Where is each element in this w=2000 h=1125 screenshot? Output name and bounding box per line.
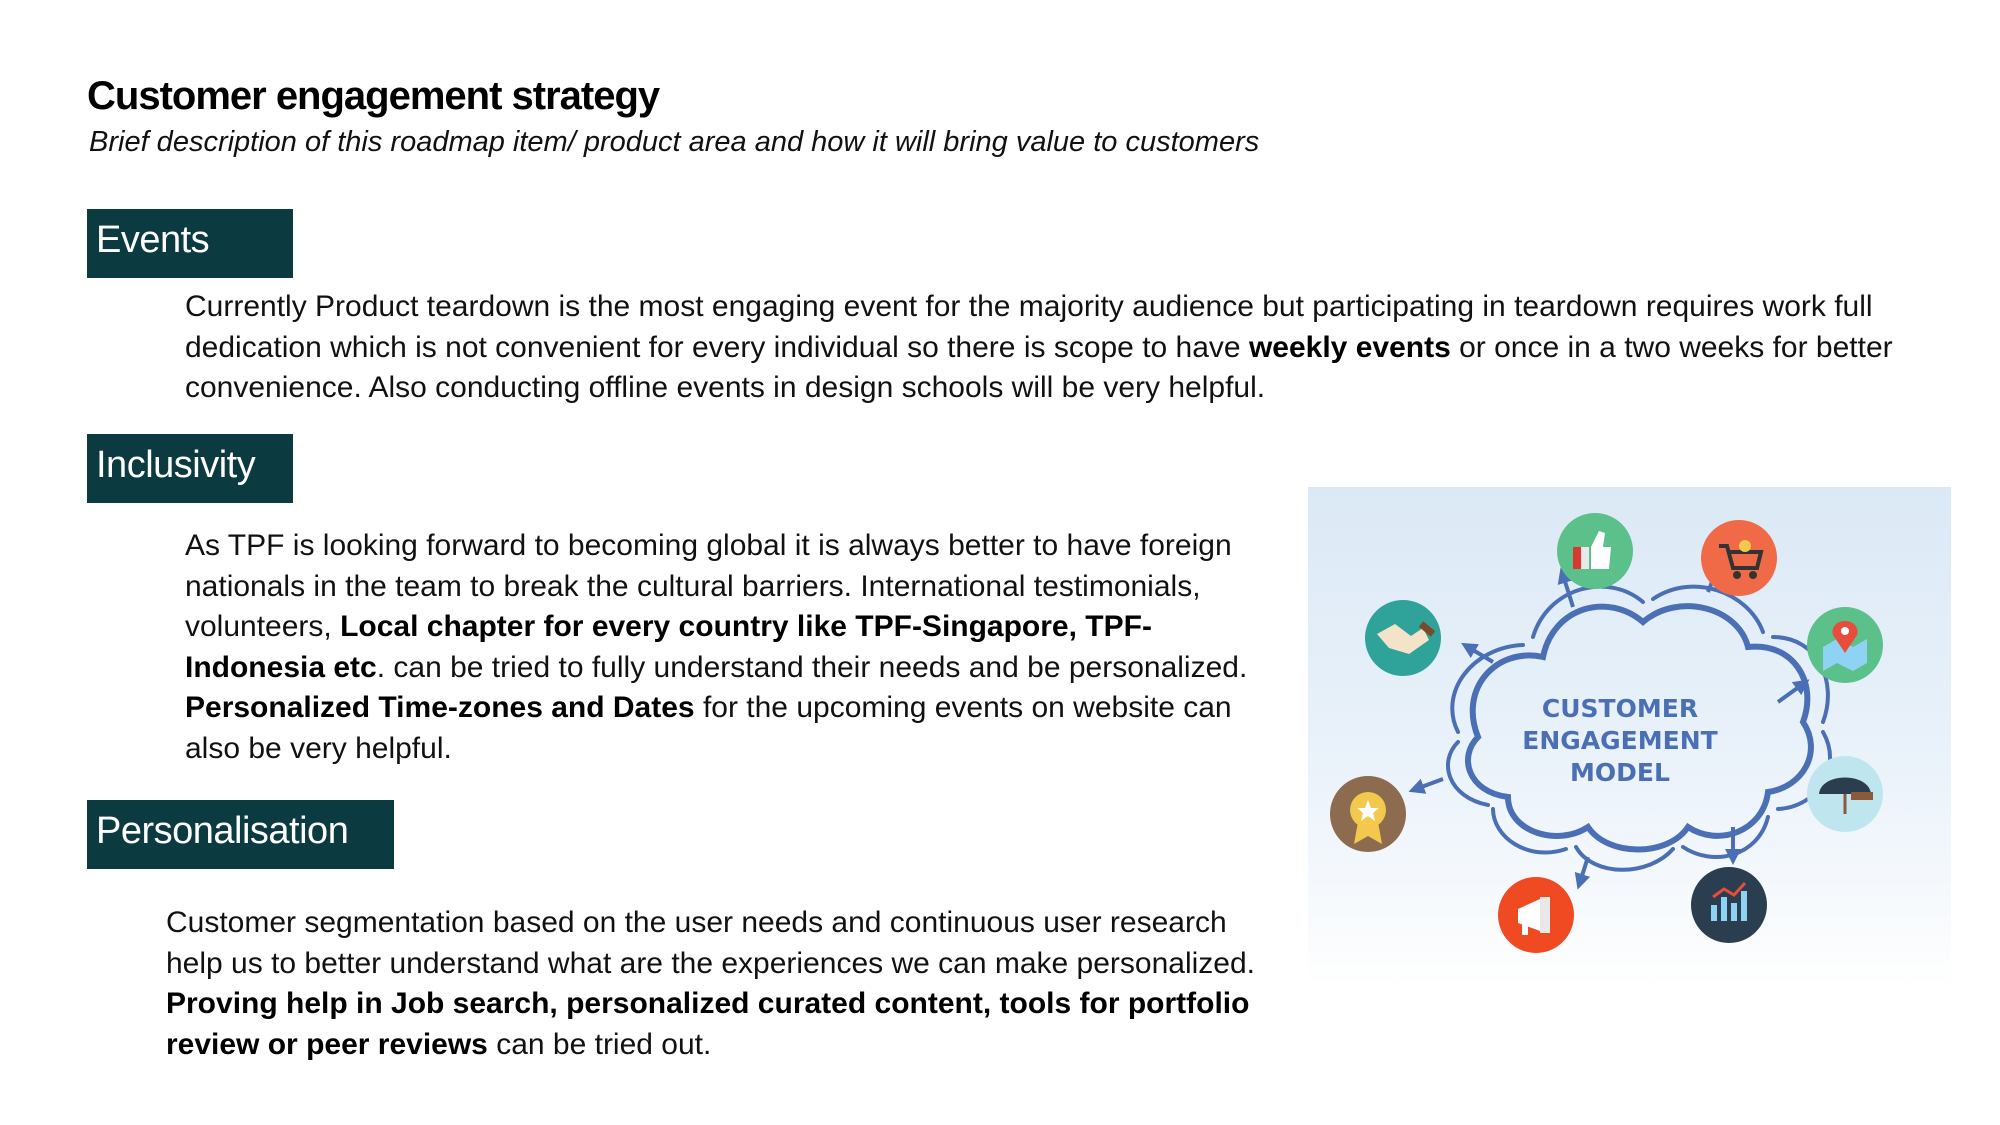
page-subtitle: Brief description of this roadmap item/ product area and how it will bring value to customers — [89, 126, 1260, 158]
award-badge-icon — [1330, 776, 1406, 852]
personalisation-highlight: Proving help in Job search, personalized curated content, tools for portfolio review or peer reviews — [166, 987, 1250, 1061]
map-pin-icon — [1807, 607, 1883, 683]
bar-chart-icon — [1691, 867, 1767, 943]
megaphone-icon — [1498, 877, 1574, 953]
section-header-personalisation: Personalisation — [87, 800, 394, 869]
engagement-model-diagram — [1308, 487, 1951, 987]
customer-engagement-model-figure — [1308, 487, 1951, 987]
events-highlight: weekly events — [1248, 330, 1451, 364]
umbrella-icon — [1807, 756, 1883, 832]
personalisation-paragraph: Customer segmentation based on the user needs and continuous user research help us to better understand what are the experiences we can make personalized. Proving help in Job search, personalized curated content, tools for portfolio review or peer reviews can be tried out. — [166, 906, 1255, 1061]
inclusivity-highlight-1: Local chapter for every country like TPF-Singapore, TPF-Indonesia etc — [185, 610, 1152, 684]
shopping-cart-icon — [1701, 520, 1777, 596]
section-header-events: Events — [87, 209, 293, 278]
inclusivity-highlight-2: Personalized Time-zones and Dates — [185, 691, 695, 724]
inclusivity-paragraph: As TPF is looking forward to becoming global it is always better to have foreign nationals in the team to break the cultural barriers. International testimonials, volunteers, Local chapter for every country like TPF-Singapore, TPF-Indonesia etc. can be tried to fully understand their needs and be personalized. Personalized Time-zones and Dates for the upcoming events on website can also be very helpful. — [185, 529, 1248, 765]
model-label-line-3: MODEL — [1570, 758, 1670, 787]
thumbs-up-icon — [1557, 513, 1633, 589]
model-label-line-1: CUSTOMER — [1541, 694, 1699, 723]
section-header-inclusivity: Inclusivity — [87, 434, 293, 503]
events-paragraph: Currently Product teardown is the most engaging event for the majority audience but participating in teardown requires work full dedication which is not convenient for every individual so there is scope to have weekly events or once in a two weeks for better convenience. Also conducting offline events in design schools will be very helpful. — [185, 290, 1893, 404]
model-label-line-2: ENGAGEMENT — [1522, 726, 1718, 755]
handshake-icon — [1365, 600, 1441, 676]
page-title: Customer engagement strategy — [87, 74, 660, 118]
